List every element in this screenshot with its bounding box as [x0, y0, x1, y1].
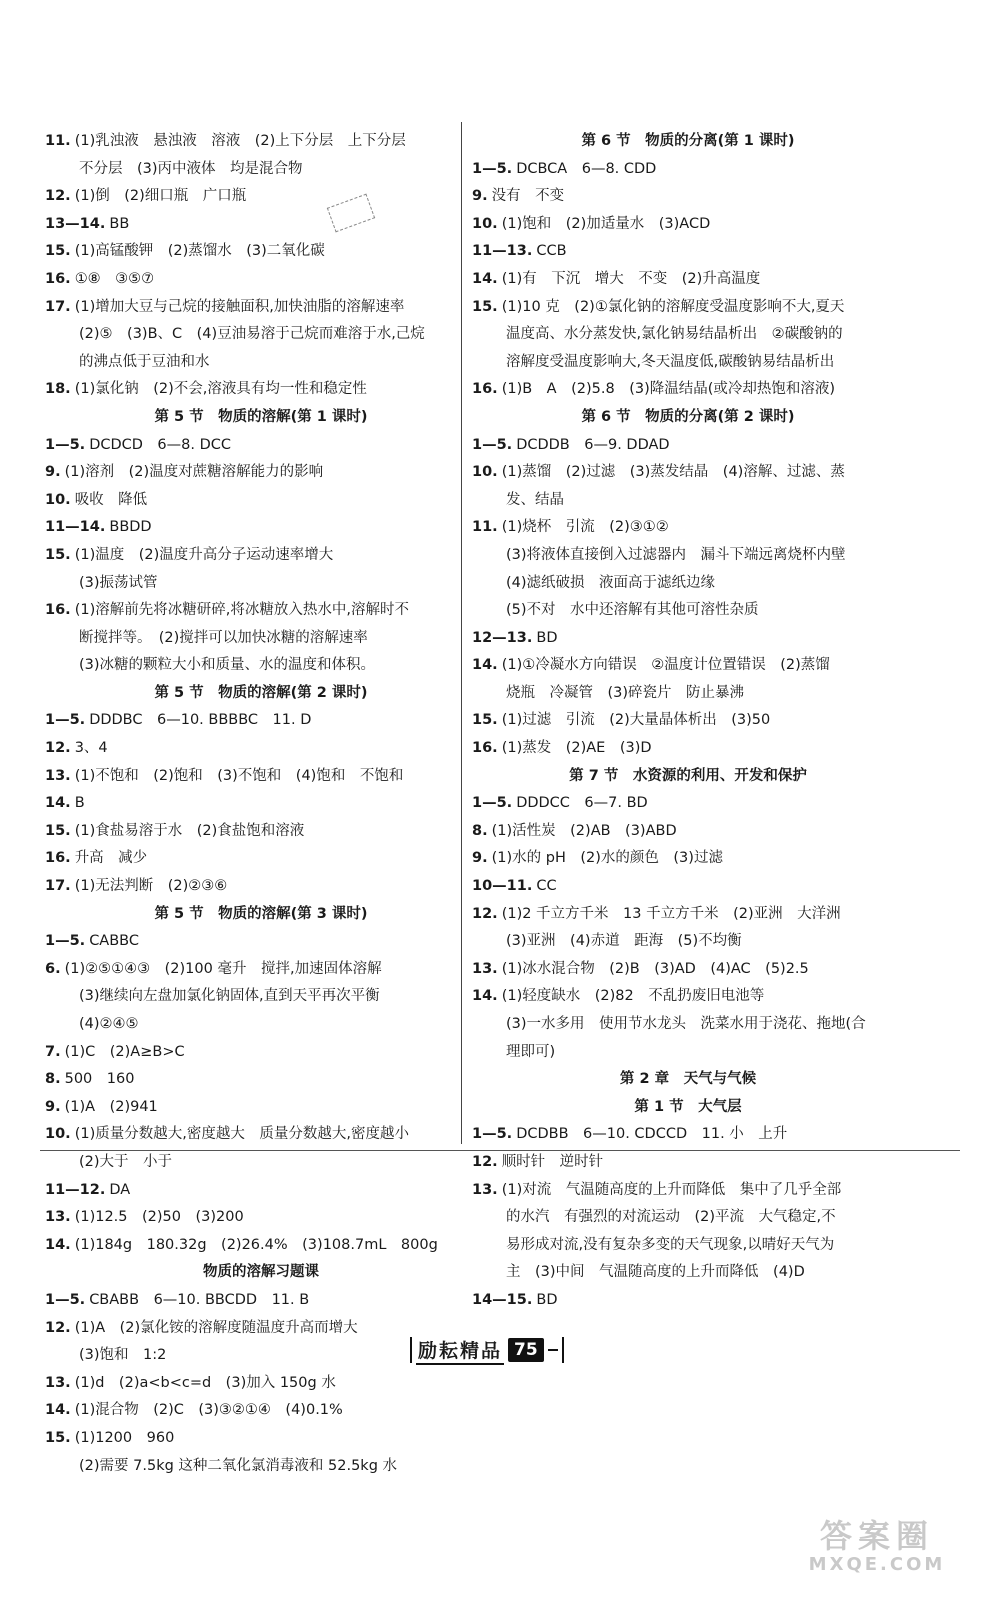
right-column	[472, 128, 904, 1315]
answer-line	[472, 349, 904, 377]
answer-line	[45, 790, 477, 818]
section-heading	[472, 1066, 904, 1094]
answer-text: CBABB 6—10. BBCDD 11. B	[89, 1291, 310, 1308]
answer-line	[45, 570, 477, 598]
question-number: 8.	[45, 1071, 61, 1088]
answer-line	[45, 542, 477, 570]
answer-line	[45, 735, 477, 763]
question-number: 11—12.	[45, 1181, 106, 1198]
answer-text: (1)增加大豆与己烷的接触面积,加快油脂的溶解速率	[74, 298, 405, 315]
answer-text: (3)饱和 1:2	[79, 1347, 167, 1364]
answer-line	[45, 1397, 477, 1425]
answer-text: (3)一水多用 使用节水龙头 洗菜水用于浇花、拖地(合	[506, 1016, 866, 1032]
question-number: 14.	[472, 657, 498, 674]
answer-line	[472, 487, 904, 515]
answer-line	[472, 1287, 904, 1315]
question-number: 11—13.	[472, 243, 533, 260]
answer-text: (1)混合物 (2)C (3)③②①④ (4)0.1%	[74, 1402, 343, 1419]
answer-text: 3、4	[74, 740, 108, 757]
question-number: 7.	[45, 1043, 61, 1060]
section-heading	[45, 901, 477, 929]
answer-line	[45, 818, 477, 846]
answer-line	[45, 1177, 477, 1205]
question-number: 12.	[45, 188, 71, 205]
watermark-text: 答案圈	[819, 1517, 934, 1555]
answer-line	[472, 211, 904, 239]
answer-text: 烧瓶 冷凝管 (3)碎瓷片 防止暴沸	[506, 684, 745, 701]
question-number: 14.	[45, 795, 71, 812]
answer-text: BB	[109, 215, 130, 232]
answer-text: 物质的溶解习题课	[203, 1264, 319, 1281]
answer-line	[45, 873, 477, 901]
answer-line	[472, 597, 904, 625]
answer-text: BD	[536, 1291, 558, 1308]
answer-text: (1)水的 pH (2)水的颜色 (3)过滤	[491, 850, 723, 867]
question-number: 6.	[45, 960, 61, 977]
question-number: 16.	[45, 270, 71, 287]
answer-line	[472, 1204, 904, 1232]
answer-text: (1)过滤 引流 (2)大量晶体析出 (3)50	[501, 712, 771, 729]
answer-text: (1)10 克 (2)①氯化钠的溶解度受温度影响不大,夏天	[501, 298, 845, 315]
question-number: 16.	[472, 740, 498, 757]
answer-text: (1)质量分数越大,密度越大 质量分数越大,密度越小	[74, 1126, 409, 1143]
question-number: 14.	[472, 988, 498, 1005]
question-number: 14.	[45, 1236, 71, 1253]
answer-line	[45, 707, 477, 735]
watermark-url: MXQE.COM	[808, 1554, 946, 1575]
question-number: 12.	[472, 1153, 498, 1170]
answer-line	[45, 238, 477, 266]
answer-text: (2)⑤ (3)B、C (4)豆油易溶于己烷而难溶于水,己烷	[79, 326, 425, 343]
page-footer	[410, 1333, 564, 1367]
answer-text: (1)d (2)a<b<c=d (3)加入 150g 水	[74, 1374, 336, 1391]
answer-text: (1)对流 气温随高度的上升而降低 集中了几乎全部	[501, 1181, 842, 1198]
answer-line	[45, 1094, 477, 1122]
answer-text: 吸收 降低	[74, 491, 148, 508]
answer-line	[472, 790, 904, 818]
answer-line	[45, 1204, 477, 1232]
question-number: 13.	[45, 767, 71, 784]
answer-text: (1)冰水混合物 (2)B (3)AD (4)AC (5)2.5	[501, 960, 809, 977]
question-number: 1—5.	[472, 795, 513, 812]
question-number: 12.	[45, 1319, 71, 1336]
question-number: 9.	[45, 464, 61, 481]
answer-line	[45, 1232, 477, 1260]
answer-line	[472, 928, 904, 956]
answer-text: (5)不对 水中还溶解有其他可溶性杂质	[506, 602, 759, 619]
answer-text: (1)无法判断 (2)②③⑥	[74, 878, 228, 895]
answer-line	[472, 873, 904, 901]
answer-text: (1)蒸发 (2)AE (3)D	[501, 740, 652, 757]
question-number: 17.	[45, 878, 71, 895]
question-number: 9.	[45, 1098, 61, 1115]
answer-text: (1)C (2)A≥B>C	[64, 1043, 185, 1060]
answer-line	[472, 238, 904, 266]
question-number: 13.	[45, 1209, 71, 1226]
answer-text: 易形成对流,没有复杂多变的天气现象,以晴好天气为	[506, 1236, 835, 1253]
answer-line	[45, 1149, 477, 1177]
answer-text: DCBCA 6—8. CDD	[516, 160, 657, 177]
answer-line	[472, 1011, 904, 1039]
answer-text: (1)轻度缺水 (2)82 不乱扔废旧电池等	[501, 988, 765, 1005]
answer-text: 断搅拌等。 (2)搅拌可以加快冰糖的溶解速率	[79, 629, 368, 646]
answer-line	[45, 156, 477, 184]
section-heading	[45, 1259, 477, 1287]
question-number: 12—13.	[472, 629, 533, 646]
answer-line	[45, 1039, 477, 1067]
question-number: 15.	[45, 546, 71, 563]
answer-text: (3)继续向左盘加氯化钠固体,直到天平再次平衡	[79, 988, 380, 1005]
answer-line	[45, 266, 477, 294]
answer-line	[472, 707, 904, 735]
answer-line	[472, 735, 904, 763]
answer-text: DA	[109, 1181, 131, 1198]
section-heading	[472, 763, 904, 791]
answer-line	[472, 845, 904, 873]
question-number: 10.	[45, 491, 71, 508]
answer-text: (1)①冷凝水方向错误 ②温度计位置错误 (2)蒸馏	[501, 657, 830, 674]
question-number: 11.	[472, 519, 498, 536]
answer-line	[472, 514, 904, 542]
brand-name: 励耘精品	[416, 1336, 504, 1365]
answer-text: (1)溶解前先将冰糖研碎,将冰糖放入热水中,溶解时不	[74, 602, 409, 619]
answer-line	[472, 983, 904, 1011]
answer-text: 的沸点低于豆油和水	[79, 353, 210, 370]
answer-line	[45, 1370, 477, 1398]
answer-line	[45, 128, 477, 156]
answer-line	[472, 901, 904, 929]
question-number: 15.	[45, 1429, 71, 1446]
answer-text: DCDBB 6—10. CDCCD 11. 小 上升	[516, 1126, 788, 1143]
answer-text: (2)大于 小于	[79, 1153, 173, 1170]
answer-text: (1)②⑤①④③ (2)100 毫升 搅拌,加速固体溶解	[64, 960, 382, 977]
answer-text: (1)溶剂 (2)温度对蔗糖溶解能力的影响	[64, 464, 324, 481]
answer-text: (4)滤纸破损 液面高于滤纸边缘	[506, 574, 716, 591]
answer-line	[45, 1425, 477, 1453]
answer-line	[472, 1149, 904, 1177]
answer-line	[45, 321, 477, 349]
answer-line	[472, 294, 904, 322]
answer-text: CCB	[536, 243, 567, 260]
question-number: 1—5.	[472, 1126, 513, 1143]
answer-line	[45, 211, 477, 239]
section-heading	[472, 128, 904, 156]
answer-text: (1)乳浊液 悬浊液 溶液 (2)上下分层 上下分层	[74, 133, 406, 149]
answer-text: 第 6 节 物质的分离(第 1 课时)	[581, 133, 795, 149]
answer-line	[472, 680, 904, 708]
answer-text: 温度高、水分蒸发快,氯化钠易结晶析出 ②碳酸钠的	[506, 326, 843, 343]
answer-text: 升高 减少	[74, 850, 148, 867]
answer-line	[45, 625, 477, 653]
answer-line	[45, 956, 477, 984]
answer-text: 顺时针 逆时针	[501, 1153, 604, 1170]
answer-line	[45, 597, 477, 625]
answer-line	[472, 1121, 904, 1149]
question-number: 1—5.	[45, 1291, 86, 1308]
answer-text: DDDCC 6—7. BD	[516, 795, 648, 812]
page-number: 75	[508, 1338, 544, 1362]
answer-text: (3)振荡试管	[79, 574, 158, 591]
answer-text: 第 5 节 物质的溶解(第 3 课时)	[154, 905, 368, 922]
answer-line	[472, 183, 904, 211]
answer-line	[472, 818, 904, 846]
question-number: 14.	[472, 270, 498, 287]
answer-text: (1)1200 960	[74, 1429, 175, 1446]
answer-line	[472, 956, 904, 984]
question-number: 18.	[45, 381, 71, 398]
answer-text: 发、结晶	[506, 491, 564, 508]
answer-text: (1)倒 (2)细口瓶 广口瓶	[74, 188, 247, 205]
question-number: 10.	[472, 464, 498, 481]
question-number: 10.	[472, 215, 498, 232]
answer-text: (1)温度 (2)温度升高分子运动速率增大	[74, 546, 334, 563]
answer-line	[45, 1066, 477, 1094]
answer-line	[45, 983, 477, 1011]
answer-line	[45, 1011, 477, 1039]
answer-line	[472, 570, 904, 598]
question-number: 1—5.	[472, 160, 513, 177]
question-number: 15.	[472, 298, 498, 315]
answer-line	[472, 1039, 904, 1067]
question-number: 1—5.	[45, 933, 86, 950]
question-number: 15.	[45, 243, 71, 260]
question-number: 1—5.	[472, 436, 513, 453]
answer-line	[45, 928, 477, 956]
answer-text: DCDDB 6—9. DDAD	[516, 436, 670, 453]
answer-text: 第 5 节 物质的溶解(第 1 课时)	[154, 408, 368, 425]
question-number: 11.	[45, 133, 71, 149]
answer-line	[472, 1177, 904, 1205]
question-number: 1—5.	[45, 712, 86, 729]
answer-line	[45, 652, 477, 680]
question-number: 13—14.	[45, 215, 106, 232]
answer-text: (1)B A (2)5.8 (3)降温结晶(或冷却热饱和溶液)	[501, 381, 836, 398]
answer-line	[472, 1232, 904, 1260]
answer-text: (1)A (2)氯化铵的溶解度随温度升高而增大	[74, 1319, 358, 1336]
answer-text: (1)烧杯 引流 (2)③①②	[501, 519, 669, 536]
question-number: 15.	[45, 822, 71, 839]
answer-text: (1)氯化钠 (2)不会,溶液具有均一性和稳定性	[74, 381, 367, 398]
answer-text: 不分层 (3)丙中液体 均是混合物	[79, 160, 303, 177]
answer-line	[472, 321, 904, 349]
answer-text: (1)A (2)941	[64, 1098, 158, 1115]
answer-text: (1)蒸馏 (2)过滤 (3)蒸发结晶 (4)溶解、过滤、蒸	[501, 464, 845, 481]
answer-text: (3)冰糖的颗粒大小和质量、水的温度和体积。	[79, 657, 376, 674]
answer-text: (2)需要 7.5kg 这种二氧化氯消毒液和 52.5kg 水	[79, 1457, 398, 1474]
question-number: 16.	[45, 850, 71, 867]
answer-text: (1)饱和 (2)加适量水 (3)ACD	[501, 215, 711, 232]
section-heading	[472, 1094, 904, 1122]
answer-line	[472, 156, 904, 184]
question-number: 13.	[472, 1181, 498, 1198]
answer-text: (3)将液体直接倒入过滤器内 漏斗下端远离烧杯内壁	[506, 546, 846, 563]
answer-line	[472, 266, 904, 294]
answer-line	[472, 376, 904, 404]
answer-line	[472, 1259, 904, 1287]
answer-line	[45, 183, 477, 211]
answer-text: 第 6 节 物质的分离(第 2 课时)	[581, 408, 795, 425]
answer-text: DDDBC 6—10. BBBBC 11. D	[89, 712, 312, 729]
question-number: 14.	[45, 1402, 71, 1419]
answer-text: 的水汽 有强烈的对流运动 (2)平流 大气稳定,不	[506, 1209, 836, 1226]
section-heading	[472, 404, 904, 432]
section-heading	[45, 680, 477, 708]
answer-line	[472, 459, 904, 487]
answer-text: CC	[536, 878, 557, 895]
question-number: 12.	[472, 905, 498, 922]
question-number: 10.	[45, 1126, 71, 1143]
question-number: 13.	[45, 1374, 71, 1391]
answer-line	[45, 349, 477, 377]
answer-text: 第 7 节 水资源的利用、开发和保护	[569, 767, 807, 784]
question-number: 10—11.	[472, 878, 533, 895]
answer-line	[45, 432, 477, 460]
answer-text: (3)亚洲 (4)赤道 距海 (5)不均衡	[506, 933, 742, 950]
answer-text: 第 1 节 大气层	[634, 1098, 742, 1115]
answer-line	[45, 763, 477, 791]
answer-text: (1)食盐易溶于水 (2)食盐饱和溶液	[74, 822, 305, 839]
answer-text: (1)有 下沉 增大 不变 (2)升高温度	[501, 270, 761, 287]
answer-line	[45, 1287, 477, 1315]
section-heading	[45, 404, 477, 432]
answer-line	[472, 652, 904, 680]
answer-text: 主 (3)中间 气温随高度的上升而降低 (4)D	[506, 1264, 805, 1281]
watermark-logo	[777, 1518, 977, 1580]
answer-line	[45, 1121, 477, 1149]
question-number: 17.	[45, 298, 71, 315]
question-number: 14—15.	[472, 1291, 533, 1308]
answer-text: (4)②④⑤	[79, 1016, 139, 1032]
question-number: 11—14.	[45, 519, 106, 536]
answer-text: (1)184g 180.32g (2)26.4% (3)108.7mL 800g	[74, 1236, 438, 1253]
answer-text: BBDD	[109, 519, 152, 536]
question-number: 16.	[45, 602, 71, 619]
question-number: 8.	[472, 822, 488, 839]
question-number: 9.	[472, 850, 488, 867]
answer-line	[45, 1453, 477, 1481]
answer-text: 溶解度受温度影响大,冬天温度低,碳酸钠易结晶析出	[506, 353, 835, 370]
answer-text: (1)活性炭 (2)AB (3)ABD	[491, 822, 677, 839]
answer-text: DCDCD 6—8. DCC	[89, 436, 232, 453]
question-number: 16.	[472, 381, 498, 398]
question-number: 15.	[472, 712, 498, 729]
answer-text: 第 5 节 物质的溶解(第 2 课时)	[154, 684, 368, 701]
answer-line	[45, 487, 477, 515]
answer-line	[45, 376, 477, 404]
answer-line	[472, 432, 904, 460]
answer-text: (1)12.5 (2)50 (3)200	[74, 1209, 244, 1226]
answer-line	[472, 542, 904, 570]
answer-text: B	[74, 795, 85, 812]
answer-text: 第 2 章 天气与气候	[619, 1071, 757, 1088]
answer-line	[45, 514, 477, 542]
answer-text: (1)高锰酸钾 (2)蒸馏水 (3)二氧化碳	[74, 243, 325, 260]
answer-line	[45, 459, 477, 487]
question-number: 1—5.	[45, 436, 86, 453]
answer-text: CABBC	[89, 933, 139, 950]
left-column	[45, 128, 477, 1480]
answer-text: 500 160	[64, 1071, 135, 1088]
answer-text: BD	[536, 629, 558, 646]
answer-line	[45, 845, 477, 873]
answer-line	[45, 294, 477, 322]
answer-text: (1)2 千立方千米 13 千立方千米 (2)亚洲 大洋洲	[501, 905, 841, 922]
answer-line	[472, 625, 904, 653]
answer-text: ①⑧ ③⑤⑦	[74, 270, 155, 287]
question-number: 12.	[45, 740, 71, 757]
question-number: 13.	[472, 960, 498, 977]
question-number: 9.	[472, 188, 488, 205]
answer-text: 没有 不变	[491, 188, 565, 205]
answer-text: 理即可)	[506, 1043, 556, 1060]
answer-text: (1)不饱和 (2)饱和 (3)不饱和 (4)饱和 不饱和	[74, 767, 404, 784]
